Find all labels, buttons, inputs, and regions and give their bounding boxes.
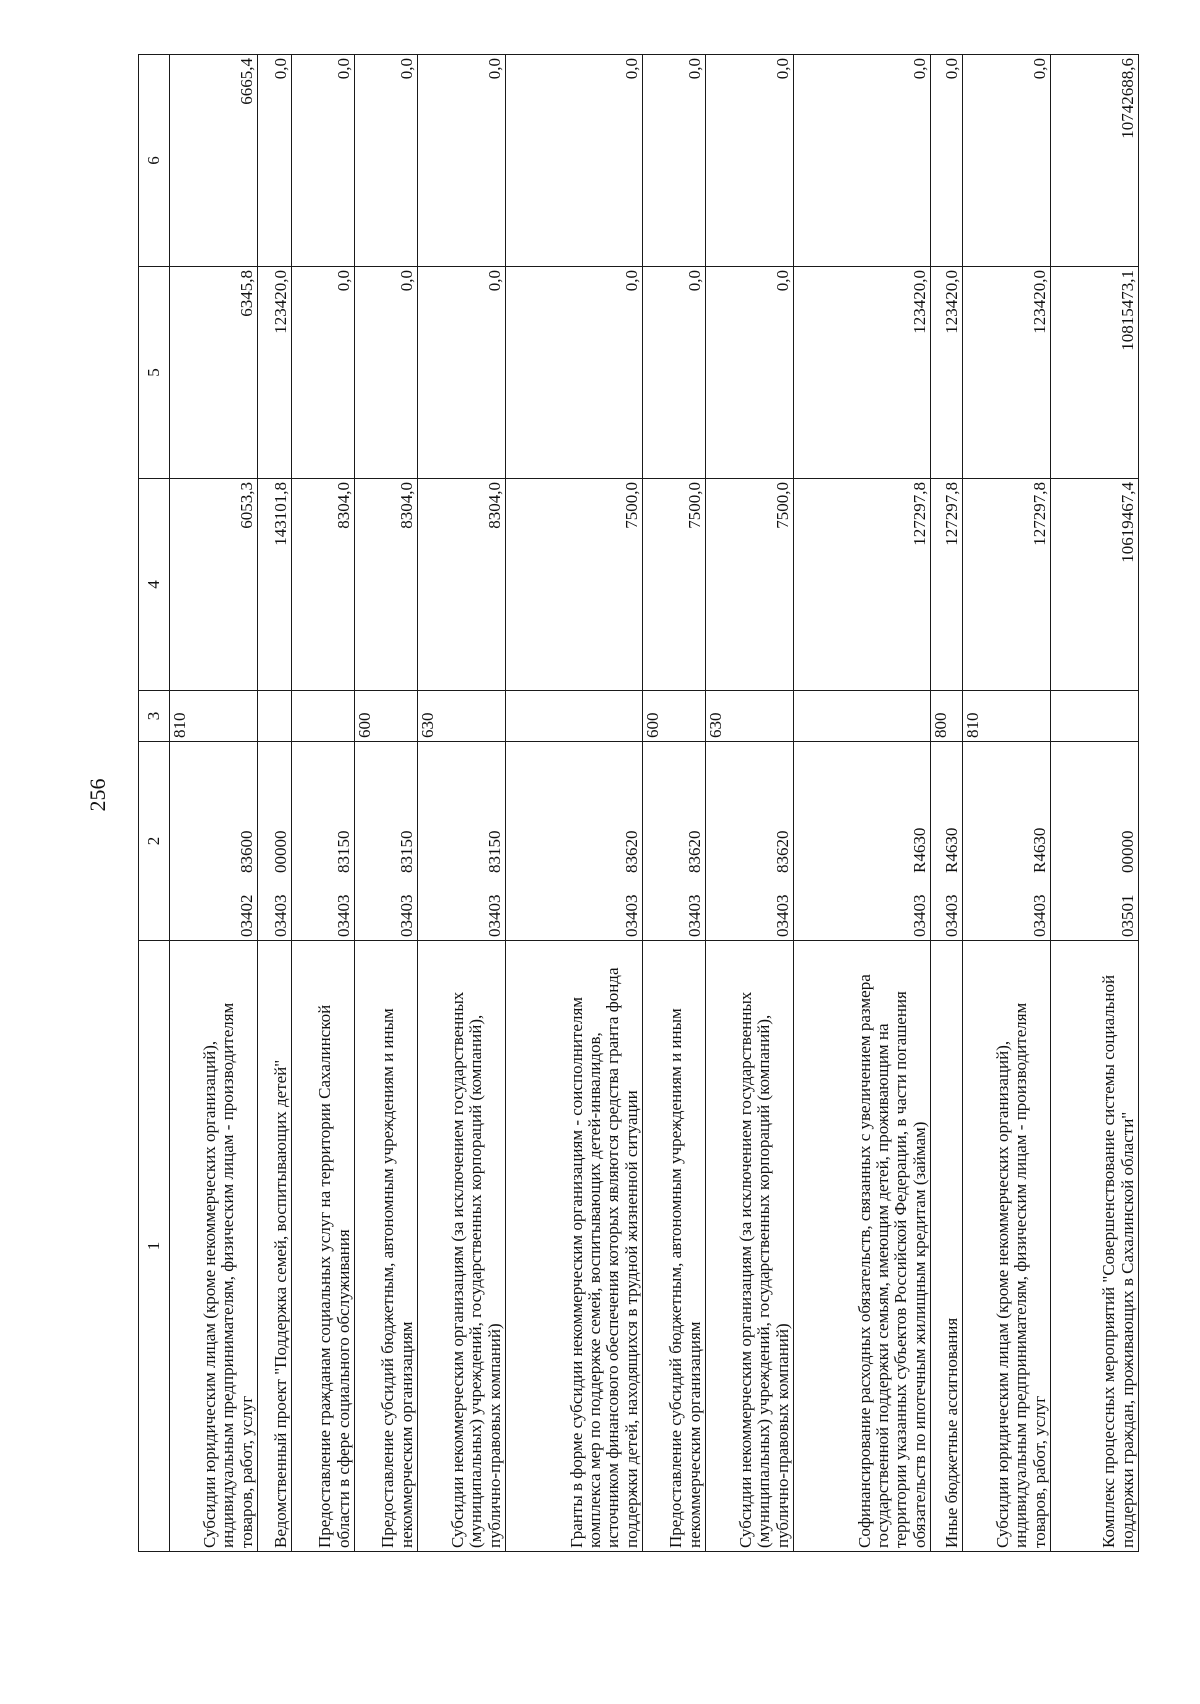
budget-code-cell bbox=[643, 742, 706, 941]
amount-col4-cell: 143101,8 bbox=[258, 479, 292, 691]
expense-type-cell: 630 bbox=[706, 691, 794, 742]
table-row bbox=[258, 55, 292, 1552]
amount-col4-cell: 127297,8 bbox=[931, 479, 963, 691]
amount-col4-cell: 8304,0 bbox=[292, 479, 355, 691]
program-code: 03403 bbox=[909, 894, 929, 937]
item-name-cell: Субсидии юридическим лицам (кроме некоммерческих организаций), индивидуальным предпринимателям, физическим лицам - производителям товаров, работ, услуг bbox=[170, 941, 258, 1552]
budget-code-cell bbox=[963, 742, 1051, 941]
column-header: 4 bbox=[139, 479, 170, 691]
expense-type-cell: 600 bbox=[643, 691, 706, 742]
table-row bbox=[292, 55, 355, 1552]
program-code: 03403 bbox=[1029, 894, 1049, 937]
program-code: 03403 bbox=[270, 894, 290, 937]
item-name-cell: Предоставление гражданам социальных услуг на территории Сахалинской области в сфере социального обслуживания bbox=[292, 941, 355, 1552]
amount-col5-cell: 0,0 bbox=[706, 267, 794, 479]
expense-type-cell: 600 bbox=[355, 691, 418, 742]
table-row bbox=[506, 55, 643, 1552]
program-code: 03403 bbox=[333, 894, 353, 937]
amount-col4-cell: 7500,0 bbox=[706, 479, 794, 691]
expense-type-cell: 810 bbox=[963, 691, 1051, 742]
amount-col6-cell: 0,0 bbox=[963, 55, 1051, 267]
item-name-cell: Комплекс процессных мероприятий "Совершенствование системы социальной поддержки граждан, проживающих в Сахалинской области" bbox=[1051, 941, 1139, 1552]
amount-col6-cell: 0,0 bbox=[506, 55, 643, 267]
direction-code: 00000 bbox=[270, 830, 290, 873]
budget-code-cell bbox=[794, 742, 931, 941]
table-row bbox=[418, 55, 506, 1552]
budget-code-cell bbox=[1051, 742, 1139, 941]
direction-code: R4630 bbox=[1029, 827, 1049, 873]
amount-col4-cell: 127297,8 bbox=[963, 479, 1051, 691]
column-header: 1 bbox=[139, 941, 170, 1552]
amount-col5-cell: 123420,0 bbox=[258, 267, 292, 479]
budget-code-cell bbox=[170, 742, 258, 941]
item-name-cell: Субсидии некоммерческим организациям (за исключением государственных (муниципальных) учреждений, государственных корпораций (компаний), публично-правовых компаний) bbox=[706, 941, 794, 1552]
amount-col5-cell: 6345,8 bbox=[170, 267, 258, 479]
amount-col6-cell: 0,0 bbox=[706, 55, 794, 267]
program-code: 03403 bbox=[772, 894, 792, 937]
amount-col4-cell: 127297,8 bbox=[794, 479, 931, 691]
amount-col6-cell: 6665,4 bbox=[170, 55, 258, 267]
direction-code: 83150 bbox=[333, 830, 353, 873]
expense-type-cell bbox=[794, 691, 931, 742]
expense-type-cell bbox=[258, 691, 292, 742]
table-row bbox=[963, 55, 1051, 1552]
program-code: 03403 bbox=[396, 894, 416, 937]
item-name-cell: Софинансирование расходных обязательств, связанных с увеличением размера государственной поддержки семьям, имеющим детей, проживающим на территории указанных субъектов Российской Федерации, в части погашения обязательств по ипотечным жилищным кредитам (займам) bbox=[794, 941, 931, 1552]
budget-code-cell bbox=[418, 742, 506, 941]
amount-col5-cell: 0,0 bbox=[643, 267, 706, 479]
amount-col6-cell: 10742688,6 bbox=[1051, 55, 1139, 267]
program-code: 03501 bbox=[1117, 894, 1137, 937]
item-name-cell: Предоставление субсидий бюджетным, автономным учреждениям и иным некоммерческим организациям bbox=[643, 941, 706, 1552]
budget-code-cell bbox=[931, 742, 963, 941]
expense-type-cell: 800 bbox=[931, 691, 963, 742]
table-row bbox=[643, 55, 706, 1552]
amount-col5-cell: 0,0 bbox=[355, 267, 418, 479]
expense-type-cell bbox=[1051, 691, 1139, 742]
amount-col5-cell: 0,0 bbox=[506, 267, 643, 479]
expense-type-cell bbox=[506, 691, 643, 742]
amount-col6-cell: 0,0 bbox=[794, 55, 931, 267]
item-name-cell: Субсидии юридическим лицам (кроме некоммерческих организаций), индивидуальным предпринимателям, физическим лицам - производителям товаров, работ, услуг bbox=[963, 941, 1051, 1552]
amount-col5-cell: 0,0 bbox=[292, 267, 355, 479]
column-header: 5 bbox=[139, 267, 170, 479]
column-header: 3 bbox=[139, 691, 170, 742]
table-row bbox=[794, 55, 931, 1552]
budget-code-cell bbox=[506, 742, 643, 941]
table-row bbox=[355, 55, 418, 1552]
amount-col4-cell: 7500,0 bbox=[506, 479, 643, 691]
program-code: 03403 bbox=[484, 894, 504, 937]
amount-col5-cell: 123420,0 bbox=[794, 267, 931, 479]
amount-col4-cell: 8304,0 bbox=[355, 479, 418, 691]
direction-code: 83620 bbox=[772, 830, 792, 873]
amount-col4-cell: 10619467,4 bbox=[1051, 479, 1139, 691]
amount-col6-cell: 0,0 bbox=[643, 55, 706, 267]
amount-col5-cell: 123420,0 bbox=[931, 267, 963, 479]
budget-code-cell bbox=[258, 742, 292, 941]
table-row bbox=[170, 55, 258, 1552]
amount-col4-cell: 8304,0 bbox=[418, 479, 506, 691]
amount-col4-cell: 6053,3 bbox=[170, 479, 258, 691]
direction-code: R4630 bbox=[941, 827, 961, 873]
amount-col6-cell: 0,0 bbox=[931, 55, 963, 267]
budget-code-cell bbox=[355, 742, 418, 941]
rotated-page bbox=[138, 55, 1137, 1552]
amount-col5-cell: 0,0 bbox=[418, 267, 506, 479]
amount-col6-cell: 0,0 bbox=[258, 55, 292, 267]
direction-code: 83150 bbox=[484, 830, 504, 873]
expense-type-cell: 810 bbox=[170, 691, 258, 742]
amount-col4-cell: 7500,0 bbox=[643, 479, 706, 691]
expense-type-cell: 630 bbox=[418, 691, 506, 742]
amount-col6-cell: 0,0 bbox=[355, 55, 418, 267]
amount-col6-cell: 0,0 bbox=[292, 55, 355, 267]
expense-type-cell bbox=[292, 691, 355, 742]
amount-col6-cell: 0,0 bbox=[418, 55, 506, 267]
page-number: 256 bbox=[85, 778, 110, 812]
table-row bbox=[1051, 55, 1139, 1552]
budget-code-cell bbox=[706, 742, 794, 941]
program-code: 03402 bbox=[236, 894, 256, 937]
item-name-cell: Предоставление субсидий бюджетным, автономным учреждениям и иным некоммерческим организациям bbox=[355, 941, 418, 1552]
table-row bbox=[706, 55, 794, 1552]
amount-col5-cell: 10815473,1 bbox=[1051, 267, 1139, 479]
direction-code: 83600 bbox=[236, 830, 256, 873]
program-code: 03403 bbox=[621, 894, 641, 937]
budget-table bbox=[138, 54, 1139, 1552]
column-header: 2 bbox=[139, 742, 170, 941]
program-code: 03403 bbox=[684, 894, 704, 937]
amount-col5-cell: 123420,0 bbox=[963, 267, 1051, 479]
direction-code: 83620 bbox=[621, 830, 641, 873]
table-row bbox=[931, 55, 963, 1552]
program-code: 03403 bbox=[941, 894, 961, 937]
direction-code: 00000 bbox=[1117, 830, 1137, 873]
direction-code: R4630 bbox=[909, 827, 929, 873]
item-name-cell: Иные бюджетные ассигнования bbox=[931, 941, 963, 1552]
direction-code: 83620 bbox=[684, 830, 704, 873]
column-header: 6 bbox=[139, 55, 170, 267]
item-name-cell: Ведомственный проект "Поддержка семей, воспитывающих детей" bbox=[258, 941, 292, 1552]
item-name-cell: Гранты в форме субсидии некоммерческим организациям - соисполнителям комплекса мер по поддержке семей, воспитывающих детей-инвалидов, источником финансового обеспечения которых являются средства гранта фонда поддержки детей, находящихся в трудной жизненной ситуации bbox=[506, 941, 643, 1552]
item-name-cell: Субсидии некоммерческим организациям (за исключением государственных (муниципальных) учреждений, государственных корпораций (компаний), публично-правовых компаний) bbox=[418, 941, 506, 1552]
table-header-row bbox=[139, 55, 170, 1552]
budget-code-cell bbox=[292, 742, 355, 941]
direction-code: 83150 bbox=[396, 830, 416, 873]
